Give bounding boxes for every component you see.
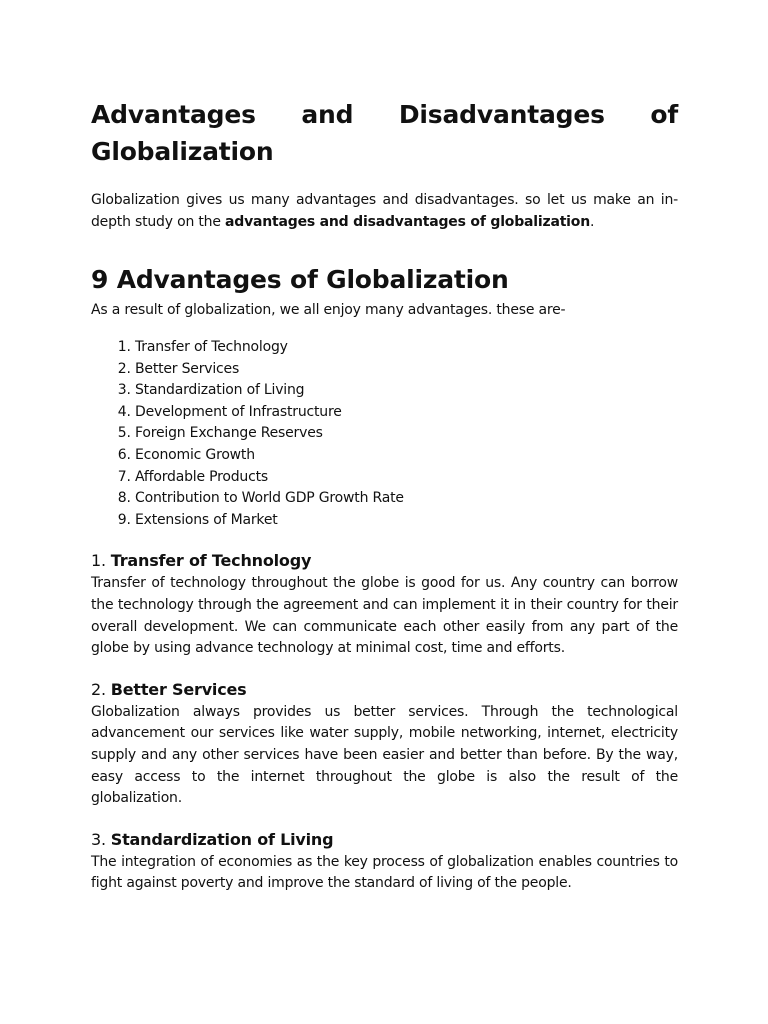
section-heading [91,828,678,852]
list-item: 9. Extensions of Market [135,510,678,532]
section-body: Globalization always provides us better services. Through the technological advancement our services like water supply, mobile networking, internet, electricity supply and any other services have been easier and better than before. By the way, easy access to the internet throughout the globe is also the result of the globalization. [91,703,678,807]
section-heading [91,678,678,702]
list-item: 7. Affordable Products [135,467,678,489]
section-better-services [91,678,678,810]
section-transfer-of-technology [91,549,678,659]
document-title: Advantages and Disadvantages of Globalization [91,100,678,166]
section-number: 1. [91,551,111,571]
list-item: 2. Better Services [135,359,678,381]
section-title: Standardization of Living [110,829,334,849]
section-standardization-of-living [91,828,678,895]
list-item: 6. Economic Growth [135,445,678,467]
advantages-heading: 9 Advantages of Globalization [91,265,509,294]
advantages-lead: As a result of globalization, we all enjoy many advantages. these are- [91,302,566,318]
list-item: 3. Standardization of Living [135,380,678,402]
section-number: 3. [91,829,111,849]
advantages-list [91,337,678,531]
list-item: 5. Foreign Exchange Reserves [135,423,678,445]
intro-text: Globalization gives us many advantages and disadvantages. so let us make an in-depth study on the [91,192,678,230]
section-title: Better Services [110,679,247,699]
section-body: The integration of economies as the key process of globalization enables countries to fight against poverty and improve the standard of living of the people. [91,853,678,892]
list-item: 8. Contribution to World GDP Growth Rate [135,488,678,510]
list-item: 1. Transfer of Technology [135,337,678,359]
section-heading [91,549,678,573]
intro-bold-text: advantages and disadvantages of globalization [225,214,590,230]
section-number: 2. [91,679,111,699]
intro-paragraph [91,189,678,233]
list-item: 4. Development of Infrastructure [135,402,678,424]
section-title: Transfer of Technology [110,551,312,571]
intro-end: . [589,214,595,230]
section-body: Transfer of technology throughout the globe is good for us. Any country can borrow the technology through the agreement and can implement it in their country for their overall development. We can communicate each other easily from any part of the globe by using advance technology at minimal cost, time and efforts. [91,575,678,657]
